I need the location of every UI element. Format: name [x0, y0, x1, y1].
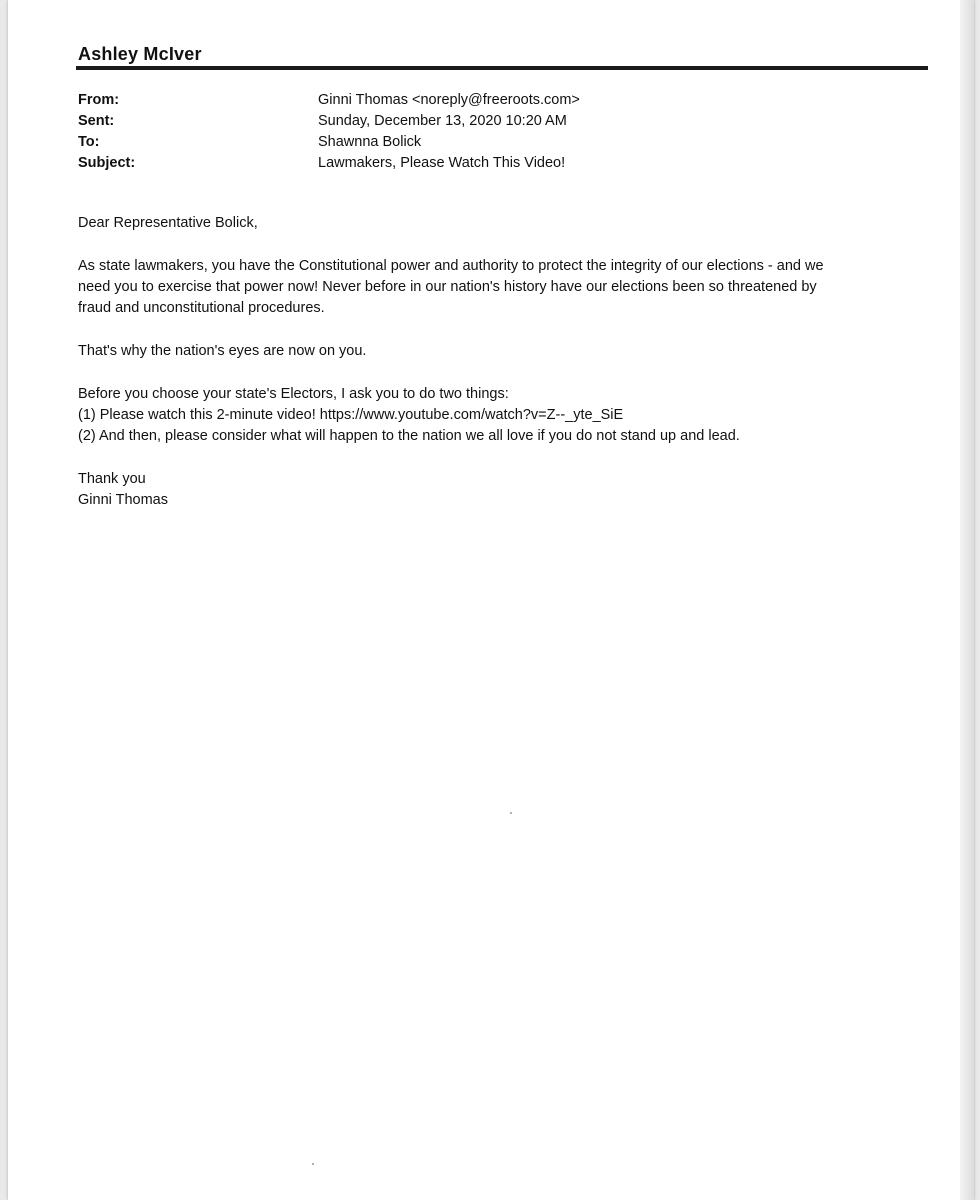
- closing: Thank you: [78, 471, 146, 487]
- email-header-block: [78, 90, 778, 174]
- header-divider: [76, 66, 928, 70]
- document-page: [8, 0, 974, 1200]
- scan-speck: [312, 1163, 314, 1165]
- paragraph-line: need you to exercise that power now! Never before in our nation's history have our elections been so threatened by: [78, 279, 817, 295]
- to-value: Shawnna Bolick: [318, 134, 422, 150]
- sign-off: [78, 469, 928, 511]
- paragraph-line: As state lawmakers, you have the Constitutional power and authority to protect the integrity of our elections - and we: [78, 258, 824, 274]
- header-to-row: [78, 132, 778, 153]
- subject-value: Lawmakers, Please Watch This Video!: [318, 155, 566, 171]
- header-from-row: [78, 90, 778, 111]
- greeting: Dear Representative Bolick,: [78, 215, 258, 231]
- paragraph-lawmakers: [78, 256, 928, 319]
- from-label: From:: [78, 92, 120, 108]
- request-video-line: (1) Please watch this 2-minute video! https://www.youtube.com/watch?v=Z--_yte_SiE: [78, 407, 624, 423]
- header-sent-row: [78, 111, 778, 132]
- from-value: Ginni Thomas <noreply@freeroots.com>: [318, 92, 580, 108]
- header-subject-row: [78, 153, 778, 174]
- page-edge-shadow: [960, 0, 974, 1200]
- mailbox-owner-name: Ashley McIver: [78, 44, 202, 64]
- email-body: [78, 213, 928, 533]
- signature: Ginni Thomas: [78, 492, 168, 508]
- paragraph-line: Before you choose your state's Electors, I ask you to do two things:: [78, 386, 509, 402]
- sent-value: Sunday, December 13, 2020 10:20 AM: [318, 113, 567, 129]
- scan-speck: [510, 812, 512, 814]
- subject-label: Subject:: [78, 155, 136, 171]
- sent-label: Sent:: [78, 113, 115, 129]
- paragraph-requests: [78, 384, 928, 447]
- request-consider-line: (2) And then, please consider what will happen to the nation we all love if you do not stand up and lead.: [78, 428, 740, 444]
- paragraph-line: fraud and unconstitutional procedures.: [78, 300, 325, 316]
- to-label: To:: [78, 134, 100, 150]
- paragraph-eyes: That's why the nation's eyes are now on you.: [78, 343, 367, 359]
